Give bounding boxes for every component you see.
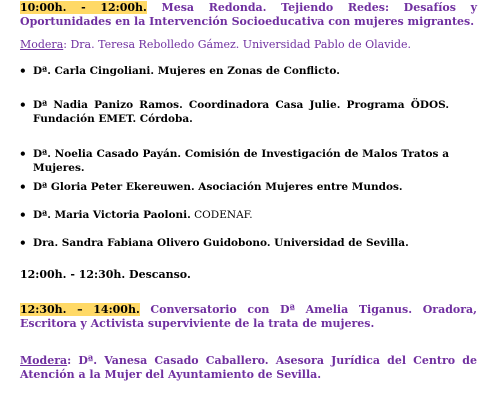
- speaker-name: Dra. Sandra Fabiana Olivero Guidobono. Universidad de Sevilla.: [33, 237, 409, 249]
- session1-heading: [20, 1, 477, 29]
- speaker-list-item: [19, 147, 449, 175]
- session2-moderator-label: Modera: [20, 354, 68, 367]
- session2-heading: [20, 303, 477, 331]
- speaker-list-item: [19, 236, 449, 250]
- speaker-name: Dª. Maria Victoria Paoloni.: [33, 209, 191, 221]
- session2-moderator-text: : Dª. Vanesa Casado Caballero. Asesora Jurídica del Centro de Atención a la Mujer del Ayuntamiento de Sevilla.: [20, 354, 477, 381]
- bullet-icon: •: [19, 98, 27, 112]
- session2-time: 12:30h. – 14:00h.: [20, 303, 140, 316]
- session1-moderator-text: : Dra. Teresa Rebolledo Gámez. Universidad Pablo de Olavide.: [63, 38, 412, 51]
- speaker-list-item: [19, 208, 449, 222]
- speaker-name: Dª Nadia Panizo Ramos. Coordinadora Casa Julie. Programa ÖDOS. Fundación EMET. Córdoba.: [33, 99, 449, 125]
- speaker-list-item: [19, 98, 449, 126]
- speaker-extra: CODENAF.: [190, 209, 253, 221]
- session1-moderator: [20, 38, 477, 52]
- session2-title: Conversatorio con Dª Amelia Tiganus. Oradora, Escritora y Activista superviviente de la trata de mujeres.: [20, 303, 477, 330]
- session1-moderator-label: Modera: [20, 38, 64, 51]
- speaker-name: Dª Gloria Peter Ekereuwen. Asociación Mujeres entre Mundos.: [33, 181, 403, 193]
- session1-title: Mesa Redonda. Tejiendo Redes: Desafíos y Oportunidades en la Intervención Socioeducativa con mujeres migrantes.: [20, 1, 478, 28]
- bullet-icon: •: [19, 236, 27, 250]
- bullet-icon: •: [19, 64, 27, 78]
- speaker-list-item: [19, 180, 449, 194]
- session1-time: 10:00h. - 12:00h.: [20, 1, 147, 14]
- bullet-icon: •: [19, 147, 27, 161]
- bullet-icon: •: [19, 208, 27, 222]
- session2-moderator: [20, 354, 477, 382]
- speaker-name: Dª. Carla Cingoliani. Mujeres en Zonas de Conflicto.: [33, 65, 340, 77]
- speaker-name: Dª. Noelia Casado Payán. Comisión de Investigación de Malos Tratos a Mujeres.: [33, 148, 449, 174]
- speaker-list-item: [19, 64, 449, 78]
- break-line: 12:00h. - 12:30h. Descanso.: [20, 268, 191, 281]
- bullet-icon: •: [19, 180, 27, 194]
